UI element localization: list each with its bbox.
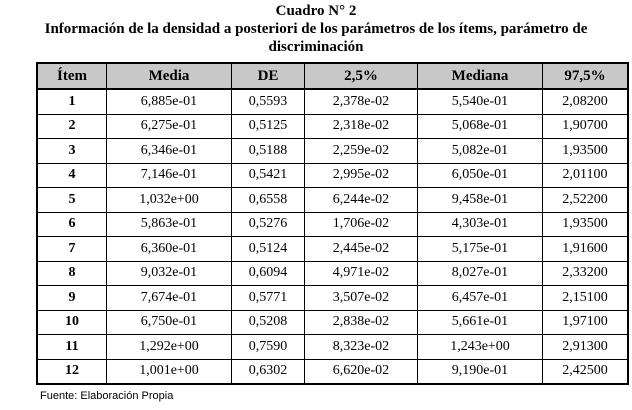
table-cell: 1,93500 [543, 212, 629, 237]
table-cell: 9,458e-01 [418, 188, 543, 213]
table-cell: 1,97100 [543, 310, 629, 335]
table-cell: 1,243e+00 [418, 335, 543, 360]
table-cell: 2,01100 [543, 163, 629, 188]
table-cell: 6,620e-02 [305, 359, 418, 384]
table-cell: 1,032e+00 [107, 188, 232, 213]
table-cell: 6,885e-01 [107, 89, 232, 114]
table-cell: 4,303e-01 [418, 212, 543, 237]
table-cell: 5,540e-01 [418, 89, 543, 114]
table-cell: 9,190e-01 [418, 359, 543, 384]
table-cell: 9,032e-01 [107, 261, 232, 286]
table-cell: 0,5125 [232, 114, 305, 139]
table-cell: 2,33200 [543, 261, 629, 286]
item-number-cell: 9 [37, 286, 107, 311]
table-cell: 5,068e-01 [418, 114, 543, 139]
item-number-cell: 4 [37, 163, 107, 188]
table-row [37, 188, 628, 213]
item-number-cell: 2 [37, 114, 107, 139]
table-row [37, 139, 628, 164]
table-cell: 2,445e-02 [305, 237, 418, 262]
table-cell: 4,971e-02 [305, 261, 418, 286]
table-row [37, 359, 628, 384]
table-cell: 7,674e-01 [107, 286, 232, 311]
table-cell: 1,91600 [543, 237, 629, 262]
table-cell: 2,42500 [543, 359, 629, 384]
table-cell: 1,292e+00 [107, 335, 232, 360]
table-cell: 0,5276 [232, 212, 305, 237]
table-cell: 5,661e-01 [418, 310, 543, 335]
item-number-cell: 8 [37, 261, 107, 286]
table-cell: 2,15100 [543, 286, 629, 311]
table-row [37, 163, 628, 188]
table-cell: 6,750e-01 [107, 310, 232, 335]
table-subtitle: Información de la densidad a posteriori de los parámetros de los ítems, parámetro de [44, 21, 588, 37]
item-number-cell: 6 [37, 212, 107, 237]
table-cell: 6,050e-01 [418, 163, 543, 188]
table-row [37, 89, 628, 114]
table-cell: 0,5593 [232, 89, 305, 114]
item-number-cell: 11 [37, 335, 107, 360]
item-number-cell: 1 [37, 89, 107, 114]
table-cell: 3,507e-02 [305, 286, 418, 311]
table-header-row [37, 63, 628, 89]
table-cell: 0,7590 [232, 335, 305, 360]
item-number-cell: 12 [37, 359, 107, 384]
item-number-cell: 7 [37, 237, 107, 262]
table-cell: 0,5208 [232, 310, 305, 335]
table-cell: 0,5188 [232, 139, 305, 164]
table-row [37, 212, 628, 237]
table-cell: 8,027e-01 [418, 261, 543, 286]
table-cell: 5,175e-01 [418, 237, 543, 262]
column-header-item: Ítem [37, 63, 107, 89]
item-number-cell: 10 [37, 310, 107, 335]
density-table [36, 62, 629, 385]
source-note: Fuente: Elaboración Propia [40, 390, 174, 402]
column-header-p2-5: 2,5% [305, 63, 418, 89]
table-cell: 2,378e-02 [305, 89, 418, 114]
table-cell: 6,244e-02 [305, 188, 418, 213]
column-header-sd: DE [232, 63, 305, 89]
table-cell: 6,346e-01 [107, 139, 232, 164]
column-header-median: Mediana [418, 63, 543, 89]
table-cell: 2,318e-02 [305, 114, 418, 139]
item-number-cell: 3 [37, 139, 107, 164]
table-row [37, 114, 628, 139]
table-cell: 1,706e-02 [305, 212, 418, 237]
table-row [37, 335, 628, 360]
table-cell: 1,90700 [543, 114, 629, 139]
table-cell: 7,146e-01 [107, 163, 232, 188]
table-cell: 2,52200 [543, 188, 629, 213]
table-row [37, 237, 628, 262]
table-cell: 1,93500 [543, 139, 629, 164]
table-cell: 2,08200 [543, 89, 629, 114]
table-cell: 6,360e-01 [107, 237, 232, 262]
table-cell: 0,6302 [232, 359, 305, 384]
table-cell: 2,838e-02 [305, 310, 418, 335]
table-cell: 0,5124 [232, 237, 305, 262]
table-row [37, 261, 628, 286]
table-cell: 6,275e-01 [107, 114, 232, 139]
column-header-p97-5: 97,5% [543, 63, 629, 89]
table-title: Cuadro N° 2 [275, 3, 357, 19]
table-cell: 0,6558 [232, 188, 305, 213]
table-cell: 1,001e+00 [107, 359, 232, 384]
table-cell: 2,995e-02 [305, 163, 418, 188]
column-header-mean: Media [107, 63, 232, 89]
table-row [37, 310, 628, 335]
table-cell: 5,863e-01 [107, 212, 232, 237]
table-cell: 0,5771 [232, 286, 305, 311]
table-cell: 0,5421 [232, 163, 305, 188]
table-cell: 8,323e-02 [305, 335, 418, 360]
table-row [37, 286, 628, 311]
table-cell: 5,082e-01 [418, 139, 543, 164]
table-subtitle-continued: discriminación [268, 39, 364, 55]
item-number-cell: 5 [37, 188, 107, 213]
table-cell: 0,6094 [232, 261, 305, 286]
table-cell: 2,91300 [543, 335, 629, 360]
table-cell: 2,259e-02 [305, 139, 418, 164]
table-cell: 6,457e-01 [418, 286, 543, 311]
